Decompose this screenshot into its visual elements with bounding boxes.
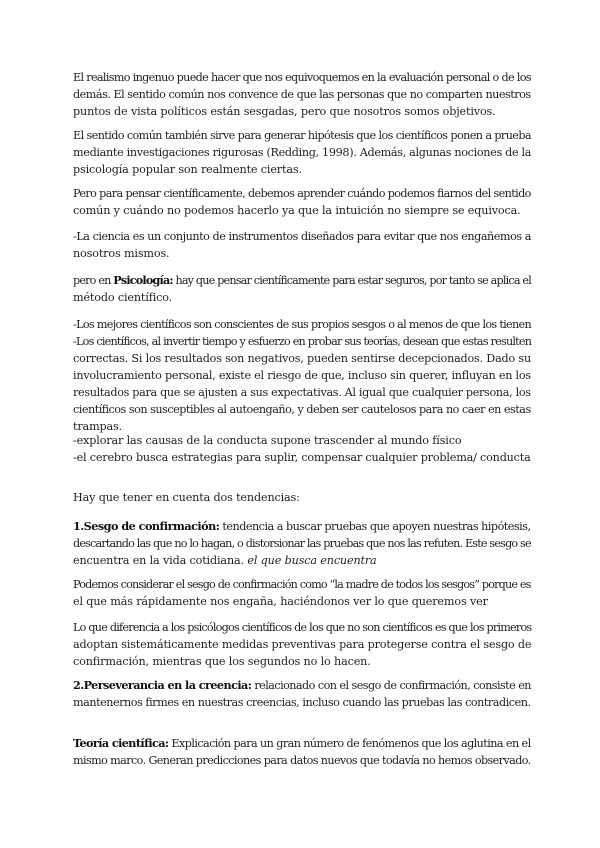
text-line — [73, 518, 531, 535]
text-line: El sentido común también sirve para generar hipótesis que los científicos ponen a prueba — [73, 129, 531, 142]
text-line: científicos son susceptibles al autoengaño, y deben ser cautelosos para no caer en estas — [73, 403, 531, 416]
text-line: confirmación, mientras que los segundos no lo hacen. — [73, 655, 371, 668]
text-line: -el cerebro busca estrategias para suplir, compensar cualquier problema/ conducta — [73, 451, 531, 464]
text-line: -La ciencia es un conjunto de instrumentos diseñados para evitar que nos engañemos a — [73, 230, 531, 243]
text-line: común y cuándo no podemos hacerlo ya que la intuición no siempre se equivoca. — [73, 204, 521, 217]
text-line: mismo marco. Generan predicciones para datos nuevos que todavía no hemos observado. — [73, 754, 531, 767]
paragraph-ciencia-instrumentos — [73, 228, 531, 262]
paragraph-madre-sesgos — [73, 576, 531, 610]
text-run: pero en — [73, 274, 114, 287]
text-run: relacionado con el sesgo de confirmación, consiste en — [251, 679, 531, 692]
text-line: Hay que tener en cuenta dos tendencias: — [73, 491, 300, 504]
bold-term: 2.Perseverancia en la creencia: — [73, 678, 252, 692]
paragraph-realismo-ingenuo — [73, 69, 531, 120]
text-line — [73, 272, 531, 289]
text-line — [73, 677, 531, 694]
text-line: nosotros mismos. — [73, 247, 170, 260]
bold-term: Teoría científica: — [73, 736, 169, 750]
paragraph-dos-tendencias — [73, 489, 531, 506]
paragraph-teoria-cientifica — [73, 735, 531, 769]
paragraph-mejores-cientificos — [73, 316, 531, 435]
text-run: tendencia a buscar pruebas que apoyen nuestras hipótesis, — [219, 520, 531, 533]
paragraph-diferencia-psicologos — [73, 619, 531, 670]
paragraph-sentido-comun — [73, 127, 531, 178]
text-line: mantenernos firmes en nuestras creencias, incluso cuando las pruebas las contradicen. — [73, 696, 531, 709]
text-line: -Los mejores científicos son conscientes de sus propios sesgos o al menos de que los tienen — [73, 318, 532, 331]
text-line: puntos de vista políticos están sesgadas, pero que nosotros somos objetivos. — [73, 105, 496, 118]
text-line: adoptan sistemáticamente medidas preventivas para protegerse contra el sesgo de — [73, 638, 532, 651]
paragraph-sesgo-confirmacion — [73, 518, 531, 569]
text-line: involucramiento personal, existe el riesgo de que, incluso sin querer, influyan en los — [73, 369, 531, 382]
text-line: el que más rápidamente nos engaña, haciéndonos ver lo que queremos ver — [73, 595, 488, 608]
text-line: trampas. — [73, 420, 123, 433]
text-line: psicología popular son realmente ciertas. — [73, 163, 302, 176]
text-run: encuentra en la vida cotidiana. — [73, 554, 248, 567]
text-line: mediante investigaciones rigurosas (Redding, 1998). Además, algunas nociones de la — [73, 146, 532, 159]
text-line: método científico. — [73, 291, 173, 304]
text-line: -Los científicos, al invertir tiempo y esfuerzo en probar sus teorías, desean que estas resulten — [73, 335, 532, 348]
text-line: Podemos considerar el sesgo de confirmación como “la madre de todos los sesgos” porque es — [73, 578, 531, 591]
text-line: El realismo ingenuo puede hacer que nos equivoquemos en la evaluación personal o de los — [73, 71, 531, 84]
bold-term: 1.Sesgo de confirmación: — [73, 519, 220, 533]
paragraph-psicologia — [73, 272, 531, 306]
text-line: descartando las que no lo hagan, o distorsionar las pruebas que nos las refuten. Este sesgo se — [73, 537, 531, 550]
text-line: correctas. Si los resultados son negativos, pueden sentirse decepcionados. Dado su — [73, 352, 531, 365]
bold-term: Psicología: — [113, 273, 173, 287]
text-line: -explorar las causas de la conducta supone trascender al mundo físico — [73, 434, 462, 447]
text-line: demás. El sentido común nos convence de que las personas que no comparten nuestros — [73, 88, 531, 101]
paragraph-explorar-causas — [73, 432, 531, 466]
text-line: Lo que diferencia a los psicólogos científicos de los que no son científicos es que los primeros — [73, 621, 532, 634]
text-run: hay que pensar científicamente para estar seguros, por tanto se aplica el — [172, 274, 531, 287]
paragraph-perseverancia — [73, 677, 531, 711]
text-line: resultados para que se ajusten a sus expectativas. Al igual que cualquier persona, los — [73, 386, 531, 399]
italic-phrase: el que busca encuentra — [247, 554, 377, 567]
paragraph-pensar-cientificamente — [73, 185, 531, 219]
text-line — [73, 735, 531, 752]
text-line: Pero para pensar científicamente, debemos aprender cuándo podemos fiarnos del sentido — [73, 187, 531, 200]
text-line — [73, 552, 531, 569]
text-run: Explicación para un gran número de fenómenos que los aglutina en el — [168, 737, 531, 750]
